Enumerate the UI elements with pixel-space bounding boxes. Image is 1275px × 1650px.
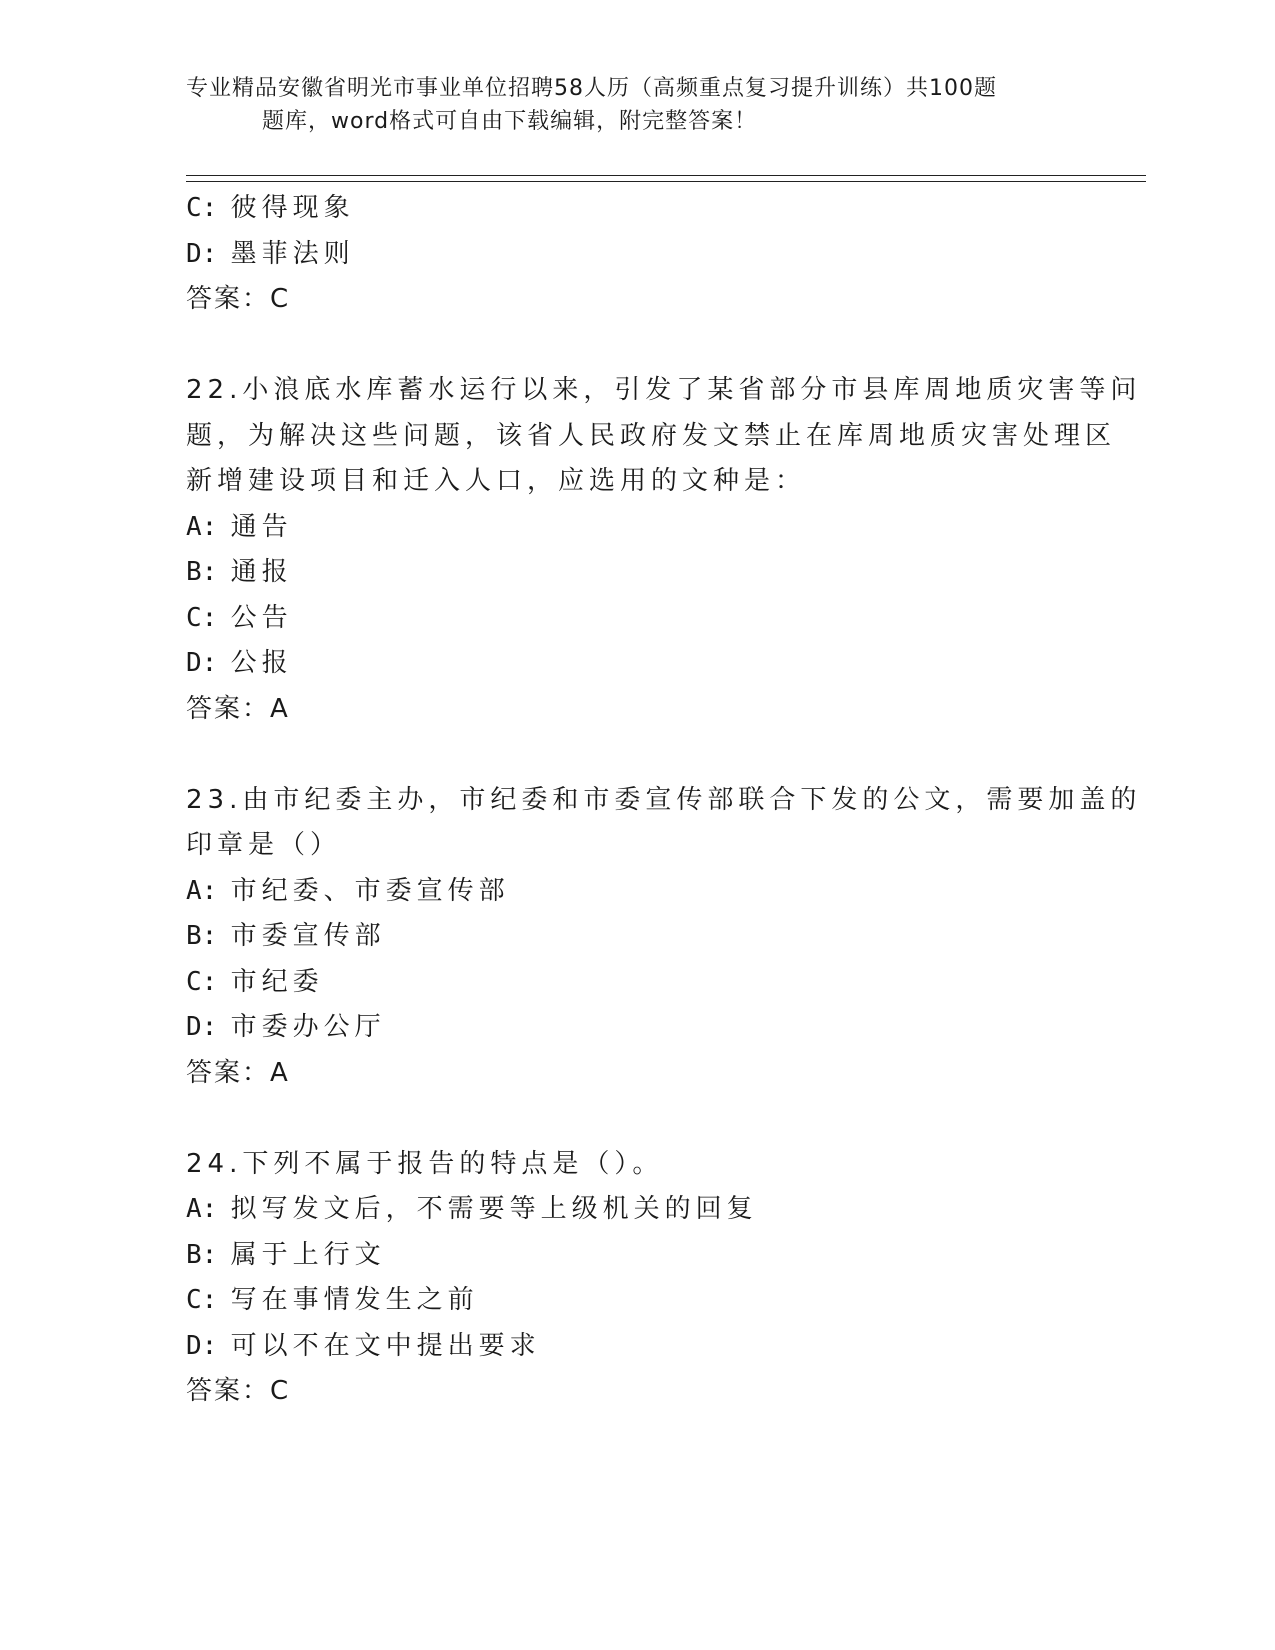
- answer-label: 答案：: [186, 693, 271, 724]
- header-title-line-2: 题库，word格式可自由下载编辑，附完整答案！: [262, 109, 758, 134]
- option-d: [186, 1324, 1086, 1370]
- option-text: 墨菲法则: [230, 238, 355, 269]
- answer-value: A: [270, 693, 290, 724]
- question-24: [186, 1142, 1086, 1415]
- option-letter: A:: [186, 1194, 218, 1224]
- option-text: 公报: [230, 648, 293, 678]
- spacer: [186, 323, 1086, 369]
- option-c: [186, 960, 1086, 1006]
- option-letter: D:: [186, 648, 218, 678]
- stem-line: 23.由市纪委主办，市纪委和市委宣传部联合下发的公文，需要加盖的: [186, 784, 1142, 815]
- answer-value: C: [270, 284, 291, 314]
- question-stem: [186, 368, 1142, 505]
- answer-label: 答案：: [186, 284, 271, 314]
- stem-line: 题，为解决这些问题，该省人民政府发文禁止在库周地质灾害处理区: [186, 420, 1117, 451]
- option-letter: A:: [186, 511, 218, 542]
- stem-line: 24.下列不属于报告的特点是（）。: [186, 1148, 664, 1179]
- option-letter: D:: [186, 1012, 218, 1042]
- option-b: [186, 1233, 1086, 1279]
- answer-label: 答案：: [186, 1057, 271, 1088]
- option-text: 可以不在文中提出要求: [230, 1330, 541, 1361]
- option-c: [186, 186, 1086, 232]
- option-a: [186, 505, 1086, 551]
- option-text: 市纪委: [230, 966, 324, 997]
- option-d: [186, 641, 1086, 687]
- option-a: [186, 1187, 1086, 1233]
- option-letter: C:: [186, 1285, 218, 1315]
- page-header: [186, 72, 1066, 138]
- stem-line: 新增建设项目和迁入人口，应选用的文种是：: [186, 466, 807, 496]
- option-letter: D:: [186, 238, 218, 269]
- option-letter: C:: [186, 193, 218, 223]
- option-c: [186, 596, 1086, 642]
- option-d: [186, 232, 1086, 278]
- previous-question-tail: [186, 186, 1086, 323]
- option-text: 彼得现象: [230, 193, 355, 223]
- option-text: 通报: [230, 557, 293, 587]
- option-letter: B:: [186, 557, 218, 587]
- answer-line: [186, 1051, 1086, 1097]
- option-text: 写在事情发生之前: [230, 1285, 479, 1315]
- header-title-line-1: 专业精品安徽省明光市事业单位招聘58人历（高频重点复习提升训练）共100题: [186, 76, 997, 101]
- option-text: 市委宣传部: [230, 921, 386, 951]
- option-b: [186, 914, 1086, 960]
- answer-line: [186, 277, 1086, 323]
- question-list: [186, 186, 1142, 1415]
- option-d: [186, 1005, 1086, 1051]
- option-letter: D:: [186, 1330, 218, 1361]
- option-text: 市委办公厅: [230, 1012, 386, 1042]
- spacer: [186, 732, 1086, 778]
- option-letter: B:: [186, 921, 218, 951]
- header-divider-bottom: [186, 181, 1146, 182]
- option-c: [186, 1278, 1086, 1324]
- answer-line: [186, 687, 1086, 733]
- option-letter: C:: [186, 602, 218, 633]
- option-letter: C:: [186, 966, 218, 997]
- option-b: [186, 550, 1086, 596]
- option-text: 拟写发文后，不需要等上级机关的回复: [230, 1194, 758, 1224]
- stem-line: 22.小浪底水库蓄水运行以来，引发了某省部分市县库周地质灾害等问: [186, 375, 1142, 405]
- option-text: 公告: [230, 602, 293, 633]
- answer-value: C: [270, 1376, 291, 1406]
- question-22: [186, 368, 1142, 732]
- option-text: 属于上行文: [230, 1239, 386, 1270]
- option-letter: A:: [186, 875, 218, 906]
- answer-label: 答案：: [186, 1376, 271, 1406]
- answer-line: [186, 1369, 1086, 1415]
- answer-value: A: [270, 1057, 290, 1088]
- question-23: [186, 778, 1142, 1097]
- question-stem: [186, 778, 1142, 869]
- option-text: 通告: [230, 511, 293, 542]
- question-stem: [186, 1142, 1086, 1188]
- option-letter: B:: [186, 1239, 218, 1270]
- spacer: [186, 1096, 1086, 1142]
- option-a: [186, 869, 1086, 915]
- stem-line: 印章是（）: [186, 830, 342, 860]
- header-divider-top: [186, 175, 1146, 176]
- option-text: 市纪委、市委宣传部: [230, 875, 510, 906]
